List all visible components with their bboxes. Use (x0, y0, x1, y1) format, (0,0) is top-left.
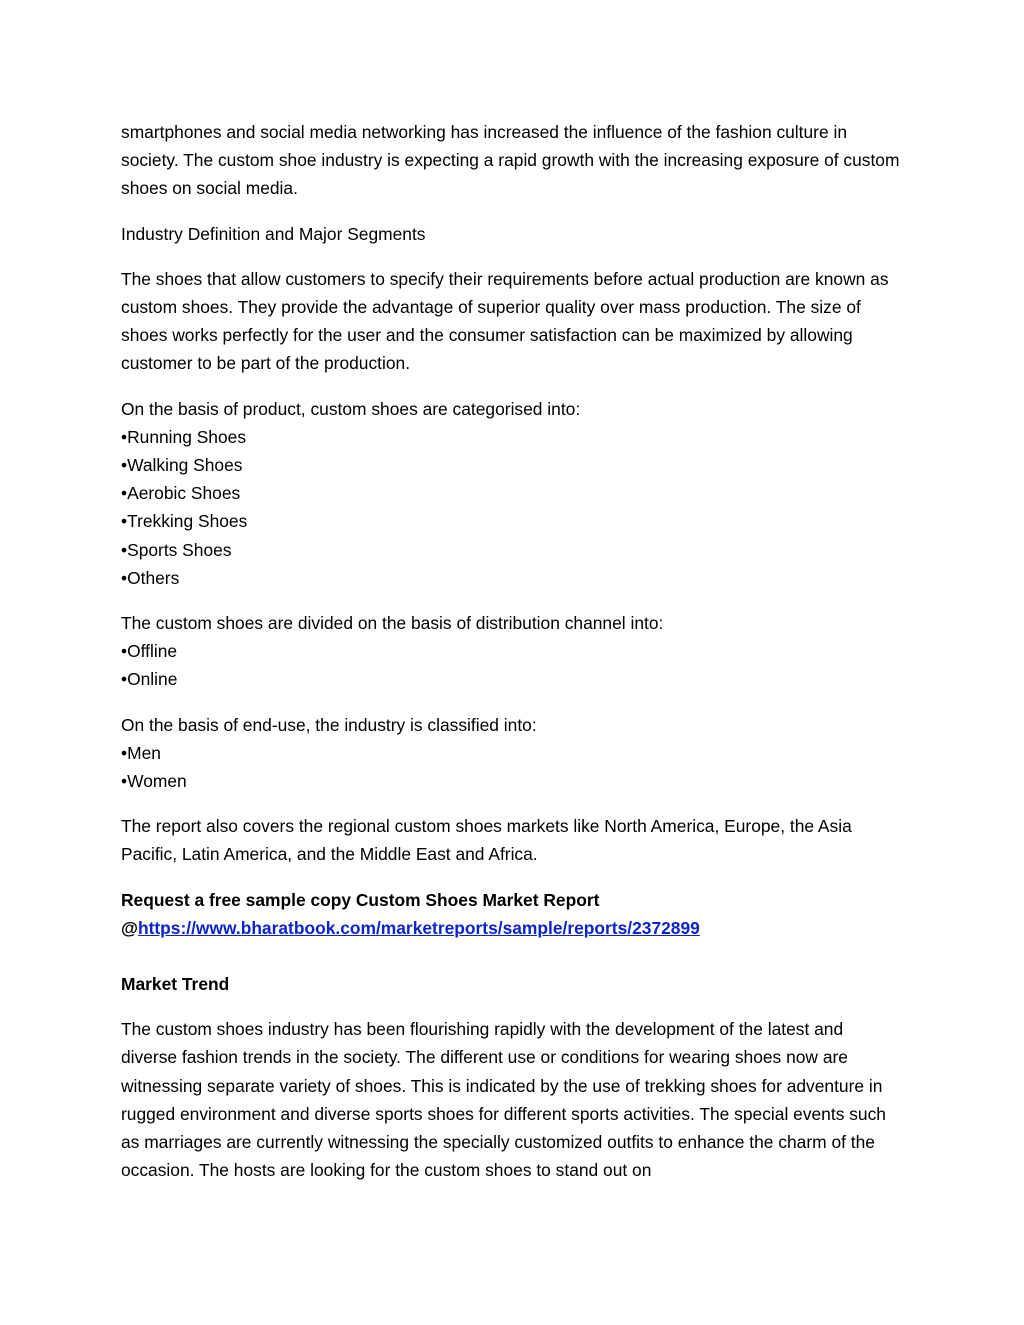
sample-request (121, 886, 903, 942)
list-item: • Others (121, 564, 903, 592)
channel-list-intro: The custom shoes are divided on the basis of distribution channel into: (121, 613, 664, 634)
document-page (121, 118, 903, 1202)
market-trend-heading: Market Trend (121, 974, 230, 995)
intro-paragraph: smartphones and social media networking has increased the influence of the fashion culture in society. The custom shoe industry is expecting a rapid growth with the increasing exposure of custom shoes on social media. (121, 122, 900, 199)
enduse-list (121, 711, 903, 796)
sample-request-text: Request a free sample copy Custom Shoes Market Report (121, 889, 600, 910)
list-item: • Women (121, 767, 903, 795)
list-item: • Aerobic Shoes (121, 479, 903, 507)
channel-list (121, 609, 903, 694)
industry-heading: Industry Definition and Major Segments (121, 223, 426, 244)
regional-paragraph: The report also covers the regional custom shoes markets like North America, Europe, the Asia Pacific, Latin America, and the Middle East and Africa. (121, 816, 852, 865)
list-item: • Walking Shoes (121, 451, 903, 479)
list-item: • Running Shoes (121, 423, 903, 451)
enduse-list-intro: On the basis of end-use, the industry is classified into: (121, 714, 537, 735)
list-item: • Offline (121, 637, 903, 665)
list-item: • Men (121, 739, 903, 767)
list-item: • Trekking Shoes (121, 507, 903, 535)
product-list-intro: On the basis of product, custom shoes are categorised into: (121, 398, 581, 419)
list-item: • Online (121, 665, 903, 693)
market-trend-paragraph: The custom shoes industry has been flourishing rapidly with the development of the latest and diverse fashion trends in the society. The different use or conditions for wearing shoes now are witnessing separate variety of shoes. This is indicated by the use of trekking shoes for adventure in rugged environment and diverse sports shoes for different sports activities. The special events such as marriages are currently witnessing the specially customized outfits to enhance the charm of the occasion. The hosts are looking for the custom shoes to stand out on (121, 1019, 886, 1181)
product-list (121, 395, 903, 592)
sample-report-link[interactable]: https://www.bharatbook.com/marketreports/sample/reports/2372899 (137, 917, 700, 938)
list-item: • Sports Shoes (121, 536, 903, 564)
definition-paragraph: The shoes that allow customers to specify their requirements before actual production are known as custom shoes. They provide the advantage of superior quality over mass production. The size of shoes works perfectly for the user and the consumer satisfaction can be maximized by allowing customer to be part of the production. (121, 268, 889, 374)
sample-request-at: @ (121, 917, 138, 938)
